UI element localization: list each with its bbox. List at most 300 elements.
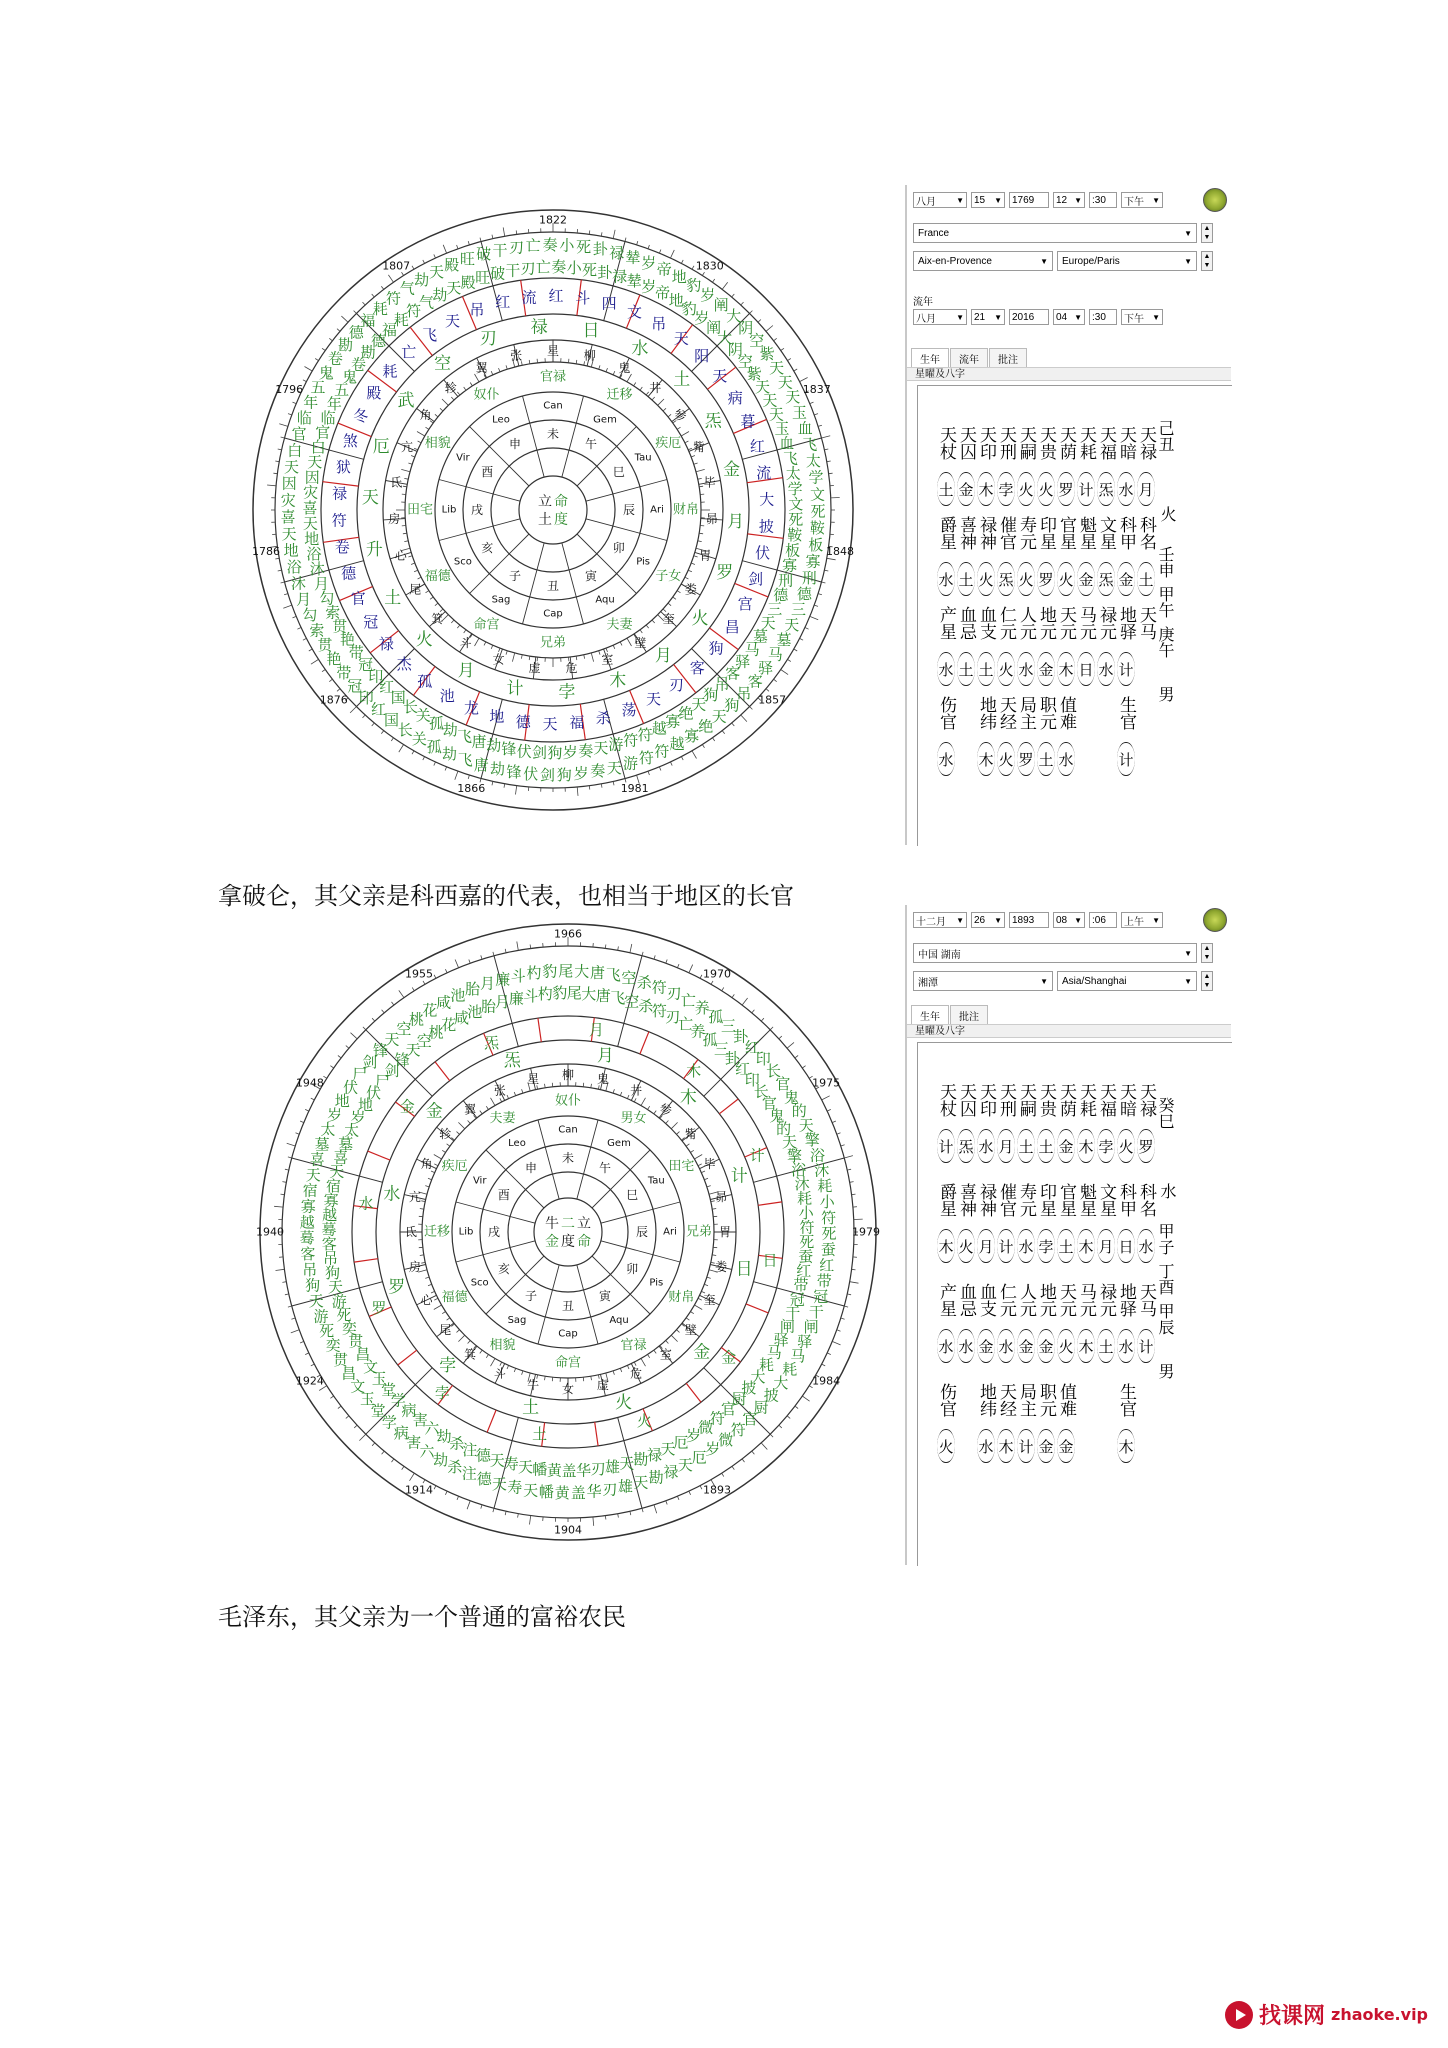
star-value: 孛 xyxy=(998,481,1014,499)
outer-ring-star-2: 病 xyxy=(401,1401,417,1420)
city-select[interactable]: Aix-en-Provence ▼ xyxy=(913,251,1053,271)
degree-tick xyxy=(605,1516,606,1520)
country-select[interactable]: 中国 湖南 ▼ xyxy=(913,943,1197,963)
earthly-branch: 酉 xyxy=(481,465,494,479)
ring2-item: 符 xyxy=(331,511,347,530)
earthly-branch: 寅 xyxy=(598,1289,612,1304)
degree-tick xyxy=(423,757,425,761)
outer-ring-star: 刃 xyxy=(602,1480,618,1499)
outer-ring-star: 印 xyxy=(358,689,374,707)
inner-degree-tick xyxy=(658,399,664,405)
lunar-mansion: 昴 xyxy=(715,1190,728,1205)
ring2-item: 月 xyxy=(588,1021,604,1039)
outer-ring-star: 天 xyxy=(283,457,300,476)
inner-degree-tick xyxy=(522,1371,523,1375)
ring2-item: 流 xyxy=(521,288,537,307)
birth-year-field[interactable]: 1769 xyxy=(1009,192,1049,208)
country-spinner[interactable]: ▲ ▼ xyxy=(1201,223,1213,243)
earthly-branch: 戌 xyxy=(487,1225,501,1239)
outer-ring-star: 越 xyxy=(669,735,685,754)
birth-minute-field[interactable]: :30 xyxy=(1089,192,1117,208)
zodiac-sign: Pis xyxy=(636,556,651,568)
palace-divider xyxy=(439,519,520,541)
outer-ring-star-2: 游 xyxy=(331,1292,347,1311)
outer-ring-star: 岁 xyxy=(573,764,589,783)
star-value: 水 xyxy=(978,1138,994,1156)
inner-degree-tick xyxy=(431,1171,435,1173)
lunar-mansion: 室 xyxy=(601,652,614,667)
star-value: 计 xyxy=(1118,751,1134,769)
tab-birth-year[interactable]: 生年 xyxy=(911,348,949,368)
timezone-select[interactable]: Asia/Shanghai ▼ xyxy=(1057,971,1197,991)
outer-ring-star-2: 天 xyxy=(619,1454,635,1473)
star-name: 天马 xyxy=(1136,1283,1156,1317)
degree-tick xyxy=(434,1486,436,1490)
outer-ring-star: 岁 xyxy=(705,1440,721,1459)
degree-tick xyxy=(589,786,590,790)
star-value: 月 xyxy=(1098,1238,1114,1256)
outer-ring-star-2: 豹 xyxy=(681,299,697,318)
inner-degree-tick xyxy=(698,478,702,479)
outer-ring-star-2: 小 xyxy=(566,258,582,277)
degree-tick xyxy=(346,1416,349,1419)
lunar-mansion: 箕 xyxy=(431,612,444,627)
outer-ring-star: 孤 xyxy=(426,737,442,756)
outer-ring-star: 空 xyxy=(749,331,765,350)
palace-name: 疾厄 xyxy=(441,1159,468,1174)
inner-degree-tick xyxy=(640,387,642,390)
degree-tick xyxy=(279,424,288,427)
star-name: 仁元 xyxy=(996,606,1016,640)
degree-tick xyxy=(659,250,661,254)
outer-ring-star-2: 尾 xyxy=(566,984,582,1003)
lunar-mansion: 星 xyxy=(527,1071,540,1086)
outer-ring-star: 岁 xyxy=(327,1106,343,1125)
palace-divider xyxy=(592,1256,650,1314)
palace-name: 财帛 xyxy=(668,1290,695,1305)
flow-year-field[interactable]: 2016 xyxy=(1009,309,1049,325)
birth-hour-select[interactable]: 08 ▼ xyxy=(1053,912,1085,928)
star-value: 木 xyxy=(1058,661,1074,679)
inner-degree-tick xyxy=(613,1371,614,1375)
inner-degree-tick xyxy=(434,1305,442,1310)
degree-tick xyxy=(423,260,425,264)
outer-ring-star: 尸 xyxy=(352,1065,368,1084)
inner-degree-tick xyxy=(620,642,622,646)
outer-ring-star: 关 xyxy=(411,729,427,748)
star-value: 金 xyxy=(1038,1338,1054,1356)
ring3-star: 空 xyxy=(434,354,452,374)
star-value: 日 xyxy=(1078,661,1094,679)
outer-ring-star: 长 xyxy=(397,720,413,739)
inner-degree-tick xyxy=(468,1341,471,1344)
star-value: 水 xyxy=(1058,751,1074,769)
ring2-item: 龙 xyxy=(463,698,480,717)
lunar-mansion: 鬼 xyxy=(596,1071,609,1086)
degree-tick xyxy=(722,731,725,734)
inner-degree-tick xyxy=(457,1132,460,1135)
flow-day-select[interactable]: 21 ▼ xyxy=(971,309,1005,325)
birth-ampm-select[interactable]: 上午 ▼ xyxy=(1121,912,1163,928)
outer-ring-star-2: 耗 xyxy=(758,1356,775,1375)
tab-notes[interactable]: 批注 xyxy=(950,1005,988,1025)
degree-tick xyxy=(412,987,414,990)
outer-ring-star: 国 xyxy=(383,711,400,730)
degree-tick xyxy=(372,723,375,726)
lunar-mansion: 张 xyxy=(493,1083,506,1098)
ganzhi-item: 壬申 xyxy=(1156,546,1175,578)
outer-ring-star-2: 德 xyxy=(370,331,387,350)
outer-ring-star-2: 沐 xyxy=(309,560,325,579)
outer-ring-star-2: 干 xyxy=(505,261,521,280)
outer-ring-star: 注 xyxy=(461,1464,477,1483)
outer-ring-star: 亡 xyxy=(680,991,696,1010)
inner-degree-tick xyxy=(686,1318,689,1320)
star-name: 天囚 xyxy=(956,426,976,460)
outer-ring-star-2: 墓 xyxy=(338,1135,354,1153)
tab-flow-year[interactable]: 流年 xyxy=(950,348,988,368)
degree-tick xyxy=(530,945,531,949)
outer-ring-star: 红 xyxy=(744,1038,760,1057)
degree-tick xyxy=(354,1425,357,1428)
outer-ring-star-2: 喜 xyxy=(333,1148,349,1167)
degree-tick xyxy=(779,1425,782,1428)
birth-month-select[interactable]: 八月 ▼ xyxy=(913,192,967,208)
lunar-mansion: 鬼 xyxy=(618,360,631,375)
star-name: 血支 xyxy=(976,1283,996,1317)
lunar-mansion: 觜 xyxy=(684,1127,697,1142)
inner-degree-tick xyxy=(606,368,608,372)
flow-minute-field[interactable]: :30 xyxy=(1089,309,1117,325)
outer-ring-star-2: 斗 xyxy=(523,986,539,1005)
star-name: 天元 xyxy=(1056,606,1076,640)
outer-ring-star: 吊 xyxy=(736,684,752,703)
outer-ring-star: 寡 xyxy=(684,726,700,745)
ganzhi-item: 丁酉 xyxy=(1156,1263,1175,1295)
outer-ring-star: 寡 xyxy=(300,1197,316,1216)
flow-date-row xyxy=(913,309,1163,325)
outer-ring-star-2: 天 xyxy=(760,614,776,633)
inner-degree-tick xyxy=(464,630,466,633)
star-value: 孛 xyxy=(1038,1238,1054,1256)
degree-tick xyxy=(732,723,735,726)
outer-ring-star: 蓦 xyxy=(299,1229,315,1248)
inner-degree-tick xyxy=(447,1144,450,1146)
degree-tick xyxy=(630,944,632,953)
birth-minute-field[interactable]: :06 xyxy=(1089,912,1117,928)
degree-tick xyxy=(284,594,288,595)
outer-ring-star: 沐 xyxy=(814,1161,830,1180)
ganzhi-item: 甲子 xyxy=(1156,1223,1175,1255)
star-name: 血忌 xyxy=(956,606,976,640)
ring3-star: 禄 xyxy=(530,317,548,338)
ring2-item: 日 xyxy=(762,1251,778,1270)
zodiac-sign: Gem xyxy=(607,1138,631,1150)
outer-ring-star: 养 xyxy=(694,999,710,1018)
degree-tick xyxy=(273,473,277,474)
outer-ring-star-2: 印 xyxy=(744,1070,760,1089)
degree-tick xyxy=(713,738,715,741)
lunar-mansion: 氐 xyxy=(390,475,403,490)
ring2-item: 天 xyxy=(444,312,461,330)
degree-tick xyxy=(481,1505,482,1509)
lunar-mansion: 星 xyxy=(546,344,560,358)
degree-tick xyxy=(758,320,761,323)
outer-ring-star: 飞 xyxy=(605,966,621,984)
outer-ring-star-2: 杀 xyxy=(638,997,654,1015)
outer-ring-star-2: 马 xyxy=(744,640,760,659)
ring2-item: 红 xyxy=(548,287,564,305)
earthly-branch: 戌 xyxy=(470,503,484,517)
inner-degree-tick xyxy=(688,570,692,572)
palace-divider xyxy=(486,1256,544,1314)
star-name: 地纬 xyxy=(976,696,996,730)
zodiac-sign: Can xyxy=(558,1124,578,1136)
lunar-mansion: 翼 xyxy=(475,360,488,375)
outer-ring-star: 天 xyxy=(523,1481,539,1500)
birth-day-select[interactable]: 15 ▼ xyxy=(971,192,1005,208)
calculate-knob-icon[interactable] xyxy=(1203,908,1227,932)
outer-ring-star-2: 大 xyxy=(750,1367,766,1386)
star-name: 天暗 xyxy=(1116,426,1136,460)
caption-napoleon: 拿破仑，其父亲是科西嘉的代表，也相当于地区的长官 xyxy=(218,882,794,910)
inner-degree-tick xyxy=(668,603,671,606)
degree-tick xyxy=(827,558,836,560)
star-value: 火 xyxy=(1118,1138,1134,1156)
degree-tick xyxy=(774,338,777,341)
inner-degree-tick xyxy=(514,1092,516,1096)
inner-degree-tick xyxy=(688,448,692,450)
lunar-mansion: 胃 xyxy=(699,548,712,563)
degree-tick xyxy=(761,1018,764,1021)
star-value: 火 xyxy=(998,751,1014,769)
degree-tick xyxy=(423,981,425,984)
inner-degree-tick xyxy=(699,533,703,534)
outer-ring-star-2: 雄 xyxy=(604,1457,621,1476)
outer-ring-star: 沐 xyxy=(290,574,306,593)
ring3-star: 厄 xyxy=(372,436,390,457)
outer-ring-star-2: 披 xyxy=(741,1379,757,1398)
degree-tick xyxy=(822,582,826,583)
degree-tick xyxy=(275,558,279,559)
outer-ring-star: 文 xyxy=(350,1377,366,1396)
birth-hour-select[interactable]: 12 ▼ xyxy=(1053,192,1085,208)
degree-tick xyxy=(666,1501,667,1505)
outer-ring-star: 伏 xyxy=(523,765,539,784)
degree-tick xyxy=(282,1182,286,1183)
star-value: 土 xyxy=(938,481,954,499)
flow-month-select[interactable]: 八月 ▼ xyxy=(913,309,967,325)
palace-name: 兄弟 xyxy=(539,635,567,651)
outer-ring-star: 墓 xyxy=(776,630,792,649)
outer-ring-star: 太 xyxy=(805,452,821,471)
outer-ring-star: 勘 xyxy=(648,1468,664,1487)
flow-hour-select[interactable]: 04 ▼ xyxy=(1053,309,1085,325)
star-value: 木 xyxy=(1078,1238,1094,1256)
outer-ring-star-2: 玉 xyxy=(371,1369,387,1388)
tab-notes[interactable]: 批注 xyxy=(989,348,1027,368)
lunar-mansion: 壁 xyxy=(634,635,647,650)
palace-divider xyxy=(538,1265,559,1344)
outer-ring-star: 贯 xyxy=(332,1350,349,1369)
inner-degree-tick xyxy=(634,1362,636,1366)
inner-degree-tick xyxy=(434,1155,442,1160)
outer-ring-star-2: 沐 xyxy=(794,1174,810,1193)
ring3-star: 月 xyxy=(596,1045,614,1066)
star-name: 天经 xyxy=(996,1383,1016,1417)
degree-tick xyxy=(654,1505,657,1514)
star-name: 天荫 xyxy=(1056,426,1076,460)
star-value: 土 xyxy=(1058,1238,1074,1256)
country-select[interactable]: France ▼ xyxy=(913,223,1197,243)
outer-ring-star: 红 xyxy=(819,1256,835,1275)
ring3-star: 罗 xyxy=(388,1277,406,1298)
inner-degree-tick xyxy=(480,1350,482,1353)
country-spinner[interactable]: ▲ ▼ xyxy=(1201,943,1213,963)
inner-degree-tick xyxy=(435,603,438,606)
ring3-star: 水 xyxy=(631,339,649,359)
degree-tick xyxy=(832,1121,836,1123)
outer-ring-star-2: 越 xyxy=(651,719,667,738)
outer-ring-star-2: 擎 xyxy=(786,1146,803,1165)
outer-ring-star: 杓 xyxy=(526,964,542,983)
star-name: 天禄 xyxy=(1136,426,1156,460)
inner-degree-tick xyxy=(500,1098,502,1102)
chart-panel-napoleon xyxy=(905,185,1231,845)
inner-degree-tick xyxy=(694,1155,702,1160)
degree-tick xyxy=(818,425,822,426)
tab-birth-year[interactable]: 生年 xyxy=(911,1005,949,1025)
city-select[interactable]: 湘潭 ▼ xyxy=(913,971,1053,991)
star-value: 水 xyxy=(1018,661,1034,679)
degree-tick xyxy=(382,1451,385,1454)
outer-ring-star: 带 xyxy=(336,663,352,682)
outer-ring-star-2: 三 xyxy=(767,600,783,619)
outer-ring-star: 德 xyxy=(348,323,364,342)
earthly-branch: 子 xyxy=(508,568,522,583)
palace-divider xyxy=(486,1150,544,1208)
inner-degree-tick xyxy=(613,1089,614,1093)
degree-tick xyxy=(722,987,724,990)
star-name: 科名 xyxy=(1136,516,1156,550)
star-name: 喜神 xyxy=(956,516,976,550)
birth-ampm-select[interactable]: 下午 ▼ xyxy=(1121,192,1163,208)
inner-degree-tick xyxy=(584,655,585,659)
earthly-branch: 未 xyxy=(561,1151,575,1165)
outer-ring-star: 地 xyxy=(334,1092,350,1111)
inner-degree-tick xyxy=(699,486,703,487)
degree-tick xyxy=(468,775,469,779)
timezone-select[interactable]: Europe/Paris ▼ xyxy=(1057,251,1197,271)
star-name: 伤官 xyxy=(936,1383,956,1417)
outer-ring-star-2: 关 xyxy=(415,706,431,725)
degree-tick xyxy=(493,952,494,956)
star-value: 罗 xyxy=(1018,751,1034,769)
degree-tick xyxy=(648,771,649,775)
birth-month-select[interactable]: 十二月 ▼ xyxy=(913,912,967,928)
birth-year-field[interactable]: 1893 xyxy=(1009,912,1049,928)
degree-tick xyxy=(296,1133,300,1134)
star-name: 职元 xyxy=(1036,696,1056,730)
degree-tick xyxy=(827,1109,831,1111)
outer-ring-star-2: 天 xyxy=(446,279,462,298)
inner-degree-tick xyxy=(435,414,438,417)
ring3-star: 金 xyxy=(425,1101,443,1122)
outer-ring-star: 禄 xyxy=(609,243,625,262)
palace-divider xyxy=(592,1150,650,1208)
outer-ring-star: 花 xyxy=(422,1001,438,1020)
ring2-item: 池 xyxy=(439,687,455,706)
inner-degree-tick xyxy=(694,463,698,464)
ganzhi-item: 己丑 xyxy=(1156,420,1175,452)
degree-tick xyxy=(283,605,292,608)
degree-tick xyxy=(311,1364,315,1366)
star-name: 天福 xyxy=(1096,1083,1116,1117)
inner-degree-tick xyxy=(686,1144,689,1146)
inner-degree-tick xyxy=(512,653,514,662)
lunar-mansion: 箕 xyxy=(464,1347,477,1362)
outer-ring-star-2: 亡 xyxy=(535,258,551,277)
inner-degree-tick xyxy=(434,1298,438,1300)
outer-ring-star: 天 xyxy=(281,524,297,543)
outer-ring-star-2: 伏 xyxy=(366,1083,382,1102)
outer-ring-star: 飞 xyxy=(457,751,473,769)
outer-ring-star: 越 xyxy=(299,1213,315,1232)
ring2-item: 水 xyxy=(358,1194,374,1213)
outer-ring-star-2: 冠 xyxy=(358,655,374,674)
inner-degree-tick xyxy=(499,368,501,372)
lunar-mansion: 亢 xyxy=(408,1190,421,1205)
inner-degree-tick xyxy=(677,427,680,429)
inner-degree-tick xyxy=(545,1084,546,1088)
palace-divider xyxy=(456,1202,535,1223)
outer-ring-star: 刃 xyxy=(666,984,682,1003)
flow-ampm-select[interactable]: 下午 ▼ xyxy=(1121,309,1163,325)
outer-ring-star: 年 xyxy=(303,393,319,412)
inner-degree-tick xyxy=(440,408,443,411)
outer-ring-star: 月 xyxy=(296,590,312,609)
lunar-mansion: 参 xyxy=(674,408,687,423)
star-value: 计 xyxy=(1018,1438,1034,1456)
star-name: 官星 xyxy=(1056,516,1076,550)
timezone-spinner[interactable]: ▲ ▼ xyxy=(1201,251,1213,271)
ring2-item: 金 xyxy=(721,1348,737,1367)
ring2-item: 禄 xyxy=(378,635,394,654)
timezone-spinner[interactable]: ▲ ▼ xyxy=(1201,971,1213,991)
center-glyph: 金 xyxy=(545,1234,559,1250)
outer-ring-star-2: 符 xyxy=(637,725,653,744)
lunar-mansion: 尾 xyxy=(439,1322,452,1337)
outer-ring-star-2: 天 xyxy=(660,1440,676,1459)
inner-degree-tick xyxy=(442,1312,445,1314)
inner-degree-tick xyxy=(500,1362,502,1366)
birth-day-select[interactable]: 26 ▼ xyxy=(971,912,1005,928)
outer-ring-star: 死 xyxy=(576,237,592,256)
outer-ring-star: 鬼 xyxy=(783,1088,800,1107)
inner-degree-tick xyxy=(640,630,642,633)
degree-tick xyxy=(837,1133,841,1134)
outer-ring-star-2: 灾 xyxy=(303,483,319,502)
watermark-en: zhaoke.vip xyxy=(1331,2005,1428,2024)
lunar-mansion: 危 xyxy=(565,660,578,675)
zodiac-sign: Sco xyxy=(470,1277,489,1289)
palace-divider xyxy=(562,543,584,624)
palace-divider xyxy=(470,427,529,486)
calculate-knob-icon[interactable] xyxy=(1203,188,1227,212)
ring2-item: 吊 xyxy=(469,300,485,319)
outer-ring-star: 天 xyxy=(384,1030,400,1049)
star-name: 禄元 xyxy=(1096,606,1116,640)
